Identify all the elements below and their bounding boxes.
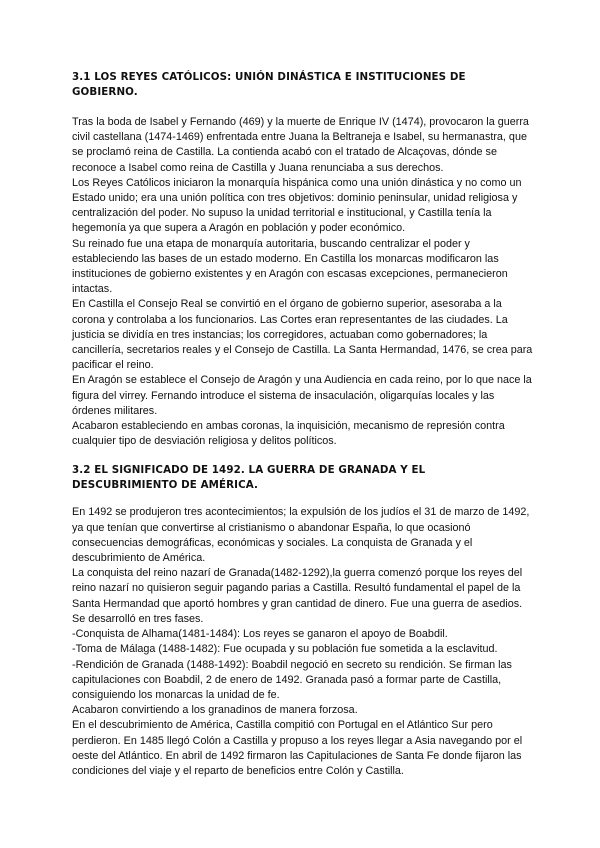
paragraph: La conquista del reino nazarí de Granada(1482-1292),la guerra comenzó porque los reyes del reino nazarí no quisieron seguir pagando parias a Castilla. Resultó fundamental el papel de la Santa Hermandad que aportó hombres y gran cantidad de dinero. Fue una guerra de asedios. Se desarrolló en tres fases. [72,567,523,625]
paragraph: Acabaron estableciendo en ambas coronas, la inquisición, mecanismo de represión contra cualquier tipo de desviación religiosa y delitos políticos. [72,420,505,448]
list-item: -Rendición de Granada (1488-1492): Boabdil negoció en secreto su rendición. Se firman las capitulaciones con Boabdil, 2 de enero de 1492. Granada pasó a formar parte de Castilla, consiguiendo los monarcas la unidad de fe. [72,658,512,701]
paragraph: En 1492 se produjeron tres acontecimientos; la expulsión de los judíos el 31 de marzo de 1492, ya que tenían que convertirse al cristianismo o abandonar España, lo que ocasionó consecuencias demográficas, económicas y sociales. La conquista de Granada y el descubrimiento de América. [72,506,530,565]
list-item: -Conquista de Alhama(1481-1484): Los reyes se ganaron el apoyo de Boabdil. [72,628,448,641]
paragraph: En Castilla el Consejo Real se convirtió en el órgano de gobierno superior, asesoraba a la corona y controlaba a los funcionarios. Las Cortes eran representantes de las ciudades. La justicia se dividía en tres instancias; los corregidores, actuaban como gobernadores; la cancillería, secretarios reales y el Consejo de Castilla. La Santa Hermandad, 1476, se crea para pacificar el reino. [72,298,533,372]
section-2-heading: 3.2 EL SIGNIFICADO DE 1492. LA GUERRA DE GRANADA Y EL DESCUBRIMIENTO DE AMÉRICA. [72,464,426,492]
paragraph: Su reinado fue una etapa de monarquía autoritaria, buscando centralizar el poder y estableciendo las bases de un estado moderno. En Castilla los monarcas modificaron las instituciones de gobierno existentes y en Aragón con escasas excepciones, permanecieron intactas. [72,237,508,296]
list-item: -Toma de Málaga (1488-1482): Fue ocupada y su población fue sometida a la esclavitud. [72,643,498,656]
section-2-body [72,505,534,779]
section-1-body [72,115,534,449]
paragraph: Los Reyes Católicos iniciaron la monarquía hispánica como una unión dinástica y no como un Estado unido; era una unión política con tres objetivos: dominio peninsular, unidad religiosa y centralización del poder. No supuso la unidad territorial e institucional, y Castilla tenía la hegemonía ya que supera a Aragón en población y poder económico. [72,176,522,235]
paragraph: Acabaron convirtiendo a los granadinos de manera forzosa. [72,704,358,717]
paragraph: En Aragón se establece el Consejo de Aragón y una Audiencia en cada reino, por lo que nace la figura del virrey. Fernando introduce el sistema de insaculación, oligarquías locales y las órdenes militares. [72,374,532,417]
paragraph: En el descubrimiento de América, Castilla compitió con Portugal en el Atlántico Sur pero perdieron. En 1485 llegó Colón a Castilla y propuso a los reyes llegar a Asia navegando por el oeste del Atlántico. En abril de 1492 firmaron las Capitulaciones de Santa Fe donde fijaron las condiciones del viaje y el reparto de beneficios entre Colón y Castilla. [72,719,523,777]
paragraph: Tras la boda de Isabel y Fernando (469) y la muerte de Enrique IV (1474), provocaron la guerra civil castellana (1474-1469) enfrentada entre Juana la Beltraneja e Isabel, su hermanastra, que se proclamó reina de Castilla. La contienda acabó con el tratado de Alcaçovas, dónde se reconoce a Isabel como reina de Castilla y Juana renunciaba a sus derechos. [72,116,529,174]
section-1-heading: 3.1 LOS REYES CATÓLICOS: UNIÓN DINÁSTICA E INSTITUCIONES DE GOBIERNO. [72,71,466,98]
